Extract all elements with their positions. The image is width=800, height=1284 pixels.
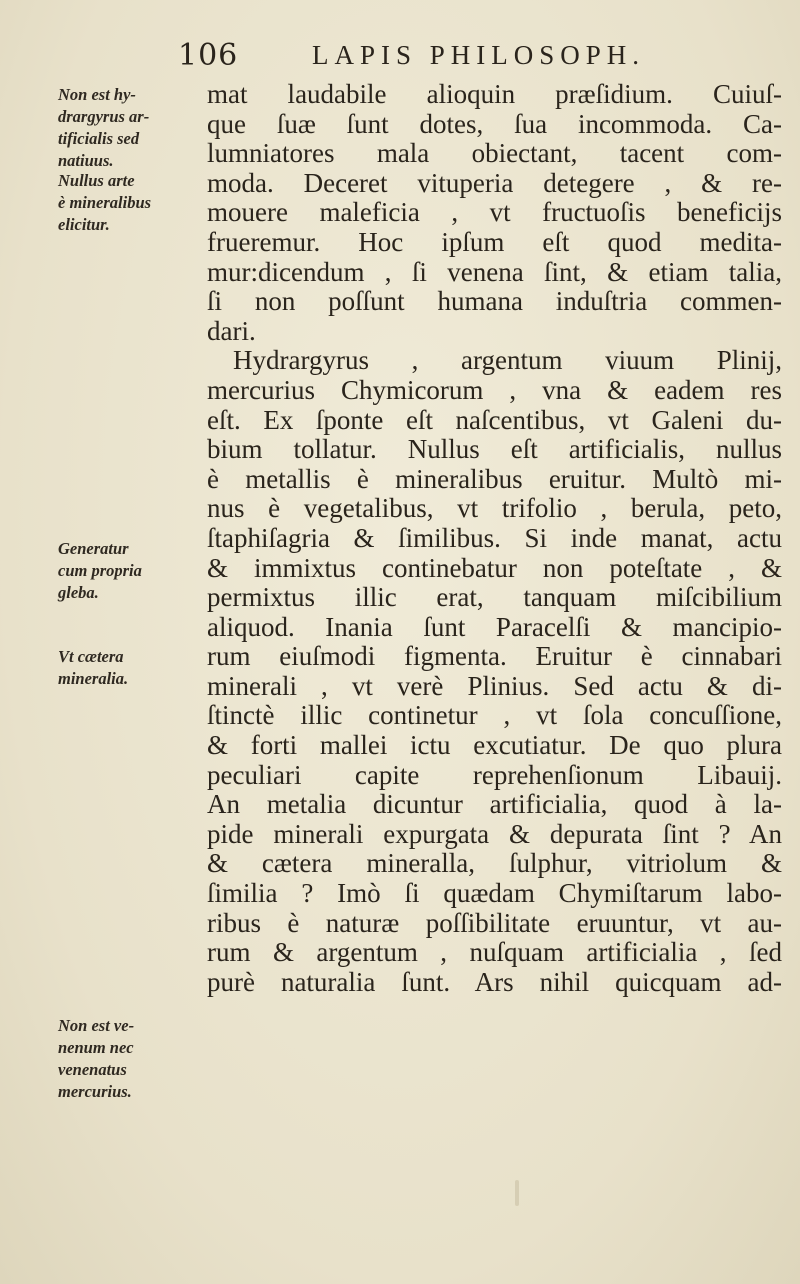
margin-note-line: Vt cætera [58, 647, 124, 666]
margin-note [58, 84, 208, 172]
margin-note-line: natiuus. [58, 151, 114, 170]
margin-note [58, 646, 208, 690]
text-line: purè naturalia ſunt. Ars nihil quicquam ad- [207, 966, 782, 997]
margin-note [58, 538, 208, 604]
text-line: mat laudabile alioquin præſidium. Cuiuſ- [207, 79, 782, 109]
text-line: mercurius Chymicorum , vna & eadem res [207, 374, 782, 405]
text-line: & forti mallei ictu excutiatur. De quo plura [207, 730, 782, 761]
margin-note-line: drargyrus ar- [58, 107, 150, 126]
text-line: ribus è naturæ poſſibilitate eruuntur, vt au- [207, 907, 782, 938]
text-line: ſimilia ? Imò ſi quædam Chymiſtarum labo- [207, 878, 782, 909]
margin-note-line: venenatus [58, 1060, 127, 1079]
margin-note-line: tificialis sed [58, 129, 140, 148]
running-head: LAPIS PHILOSOPH. [312, 40, 646, 70]
margin-note-line: mercurius. [58, 1082, 132, 1101]
text-line: frueremur. Hoc ipſum eſt quod medita- [207, 226, 782, 257]
text-line: rum & argentum , nuſquam artificialia , ſed [207, 937, 782, 968]
margin-note-line: nenum nec [58, 1038, 134, 1057]
text-line: rum eiuſmodi figmenta. Eruitur è cinnabari [207, 641, 782, 672]
margin-note-line: Non est hy- [58, 85, 136, 104]
text-line: dari. [207, 315, 256, 346]
text-line: pide minerali expurgata & depurata ſint ? An [207, 818, 782, 849]
text-line: mouere maleficia , vt fructuoſis beneficijs [207, 197, 782, 228]
text-line: minerali , vt verè Plinius. Sed actu & di- [207, 670, 782, 701]
text-line: è metallis è mineralibus eruitur. Multò mi- [207, 463, 782, 494]
margin-note-line: gleba. [58, 583, 99, 602]
margin-note-line: Non est ve- [58, 1016, 135, 1035]
paper-stain [515, 1180, 519, 1206]
margin-note [58, 170, 208, 236]
margin-note-line: Nullus arte [58, 171, 135, 190]
margin-note-line: Generatur [58, 539, 129, 558]
text-line: nus è vegetalibus, vt trifolio , berula, peto, [207, 493, 782, 524]
text-line: peculiari capite reprehenſionum Libauij. [207, 759, 782, 790]
margin-note-line: elicitur. [58, 215, 110, 234]
text-line: bium tollatur. Nullus eſt artificialis, nullus [207, 434, 782, 465]
text-line: que ſuæ ſunt dotes, ſua incommoda. Ca- [207, 108, 782, 139]
text-line: & immixtus continebatur non poteſtate , & [207, 552, 782, 583]
margin-note-line: cum propria [58, 561, 142, 580]
text-line: An metalia dicuntur artificialia, quod à la- [207, 789, 782, 820]
text-line: mur:dicendum , ſi venena ſint, & etiam talia, [207, 256, 782, 287]
text-line: Hydrargyrus , argentum viuum Plinij, [233, 345, 782, 376]
margin-note-line: mineralia. [58, 669, 129, 688]
text-line: lumniatores mala obiectant, tacent com- [207, 138, 782, 169]
text-line: aliquod. Inania ſunt Paracelſi & mancipio- [207, 611, 782, 642]
margin-note-line: è mineralibus [58, 193, 152, 212]
text-line: moda. Deceret vituperia detegere , & re- [207, 167, 782, 198]
margin-note [58, 1015, 208, 1103]
text-line: eſt. Ex ſponte eſt naſcentibus, vt Galeni du- [207, 404, 782, 435]
text-line: ſtinctè illic continetur , vt ſola concuſſione, [207, 700, 782, 731]
page-number: 106 [178, 38, 239, 73]
text-line: & cætera mineralla, ſulphur, vitriolum & [207, 848, 782, 879]
margin-notes [0, 0, 200, 1284]
text-line: permixtus illic erat, tanquam miſcibilium [207, 582, 782, 613]
text-line: ſtaphiſagria & ſimilibus. Si inde manat, actu [207, 522, 782, 553]
body-text [207, 80, 782, 997]
text-line: ſi non poſſunt humana induſtria commen- [207, 286, 782, 317]
